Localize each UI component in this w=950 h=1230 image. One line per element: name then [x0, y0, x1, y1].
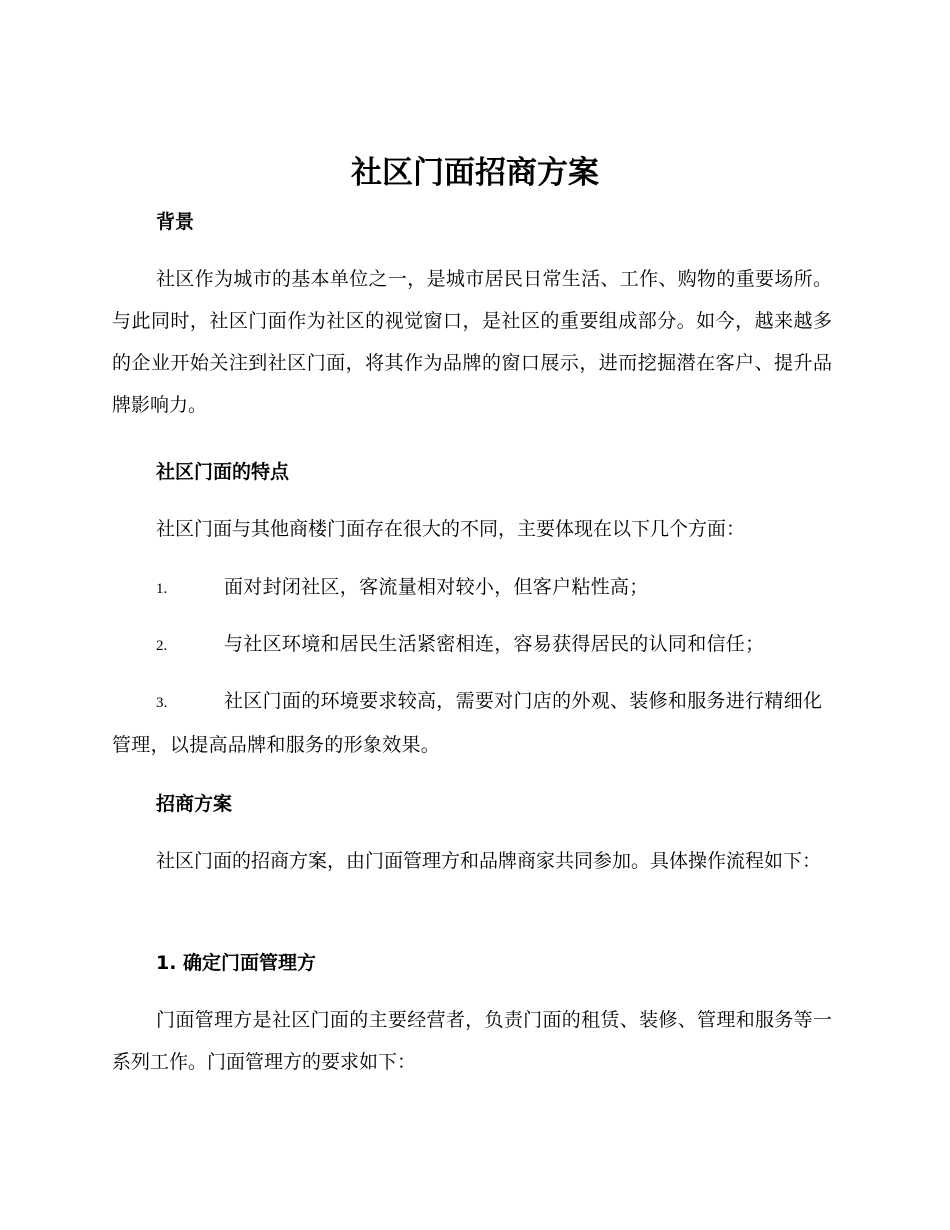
list-item-number: 1.: [156, 581, 168, 597]
list-item: [112, 566, 834, 610]
section-heading-plan: 招商方案: [156, 793, 233, 815]
list-item-number: 2.: [156, 638, 168, 654]
list-item-text: 与社区环境和居民生活紧密相连，容易获得居民的认同和信任；: [224, 633, 765, 655]
section-heading-background: 背景: [156, 211, 195, 233]
list-item-number: 3.: [156, 695, 168, 711]
list-item-text: 面对封闭社区，客流量相对较小，但客户粘性高；: [224, 576, 649, 598]
section-heading-step1: 1. 确定门面管理方: [156, 952, 317, 974]
background-paragraph: 社区作为城市的基本单位之一，是城市居民日常生活、工作、购物的重要场所。与此同时，社区门面作为社区的视觉窗口，是社区的重要组成部分。如今，越来越多的企业开始关注到社区门面，将其作为品牌的窗口展示，进而挖掘潜在客户、提升品牌影响力。: [112, 268, 832, 416]
plan-paragraph: 社区门面的招商方案，由门面管理方和品牌商家共同参加。具体操作流程如下：: [156, 850, 822, 872]
list-item: [112, 680, 834, 766]
section-heading-features: 社区门面的特点: [156, 461, 290, 483]
list-item-text: 社区门面的环境要求较高，需要对门店的外观、装修和服务进行精细化管理，以提高品牌和服务的形象效果。: [112, 690, 823, 756]
list-item: [112, 623, 834, 667]
document-title: 社区门面招商方案: [351, 155, 599, 191]
step1-paragraph: 门面管理方是社区门面的主要经营者，负责门面的租赁、装修、管理和服务等一系列工作。门面管理方的要求如下：: [112, 1009, 832, 1073]
features-intro-paragraph: 社区门面与其他商楼门面存在很大的不同，主要体现在以下几个方面：: [156, 518, 746, 540]
